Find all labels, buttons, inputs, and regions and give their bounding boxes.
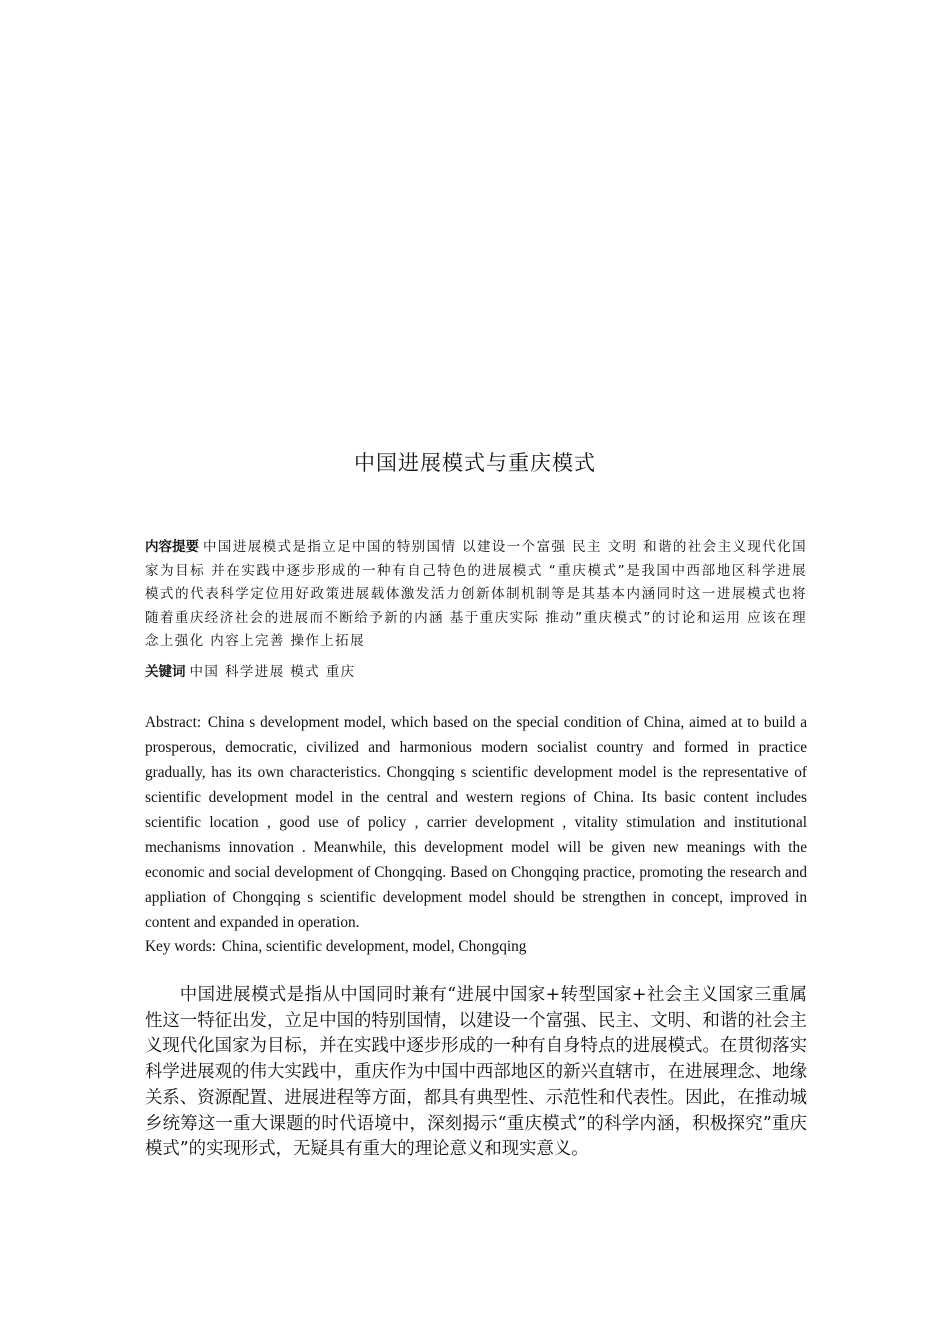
abstract-english (145, 710, 807, 935)
abstract-english-text: China s development model, which based on the special condition of China, aimed at to build a prosperous, democratic, civilized and harmonious modern socialist country and formed in practice gradually, has its own characteristics. Chongqing s scientific development model is the representative of scientific development model in the central and western regions of China. Its basic content includes scientific location , good use of policy , carrier development , vitality stimulation and institutional mechanisms innovation . Meanwhile, this development model will be given new meanings with the economic and social development of Chongqing. Based on Chongqing practice, promoting the research and appliation of Chongqing s scientific development model should be strengthen in concept, improved in content and expanded in operation. (145, 714, 807, 931)
abstract-english-label: Abstract: (145, 714, 202, 731)
keywords-english (145, 934, 807, 959)
keywords-english-label: Key words: (145, 938, 216, 955)
body-paragraph: 中国进展模式是指从中国同时兼有“进展中国家+转型国家+社会主义国家三重属性这一特征出发，立足中国的特别国情，以建设一个富强、民主、文明、和谐的社会主义现代化国家为目标，并在实践中逐步形成的一种有自身特点的进展模式。在贯彻落实科学进展观的伟大实践中，重庆作为中国中西部地区的新兴直辖市，在进展理念、地缘关系、资源配置、进展进程等方面，都具有典型性、示范性和代表性。因此，在推动城乡统筹这一重大课题的时代语境中，深刻揭示“重庆模式”的科学内涵，积极探究”重庆模式”的实现形式，无疑具有重大的理论意义和现实意义。 (145, 985, 807, 1160)
document-title: 中国进展模式与重庆模式 (354, 451, 596, 475)
keywords-chinese-label: 关键词 (145, 664, 186, 680)
abstract-chinese-label: 内容提要 (145, 539, 200, 555)
keywords-chinese (145, 661, 807, 684)
abstract-chinese (145, 536, 807, 654)
keywords-chinese-text: 中国 科学进展 模式 重庆 (189, 664, 356, 680)
abstract-chinese-text: 中国进展模式是指立足中国的特别国情 以建设一个富强 民主 文明 和谐的社会主义现代化国家为目标 并在实践中逐步形成的一种有自己特色的进展模式 “重庆模式”是我国中西部地区科学进展模式的代表科学定位用好政策进展载体激发活力创新体制机制等是其基本内涵同时这一进展模式也将随着重庆经济社会的进展而不断给予新的内涵 基于重庆实际 推动”重庆模式”的讨论和运用 应该在理念上强化 内容上完善 操作上拓展 (145, 539, 807, 649)
keywords-english-text: China, scientific development, model, Chongqing (221, 938, 527, 955)
